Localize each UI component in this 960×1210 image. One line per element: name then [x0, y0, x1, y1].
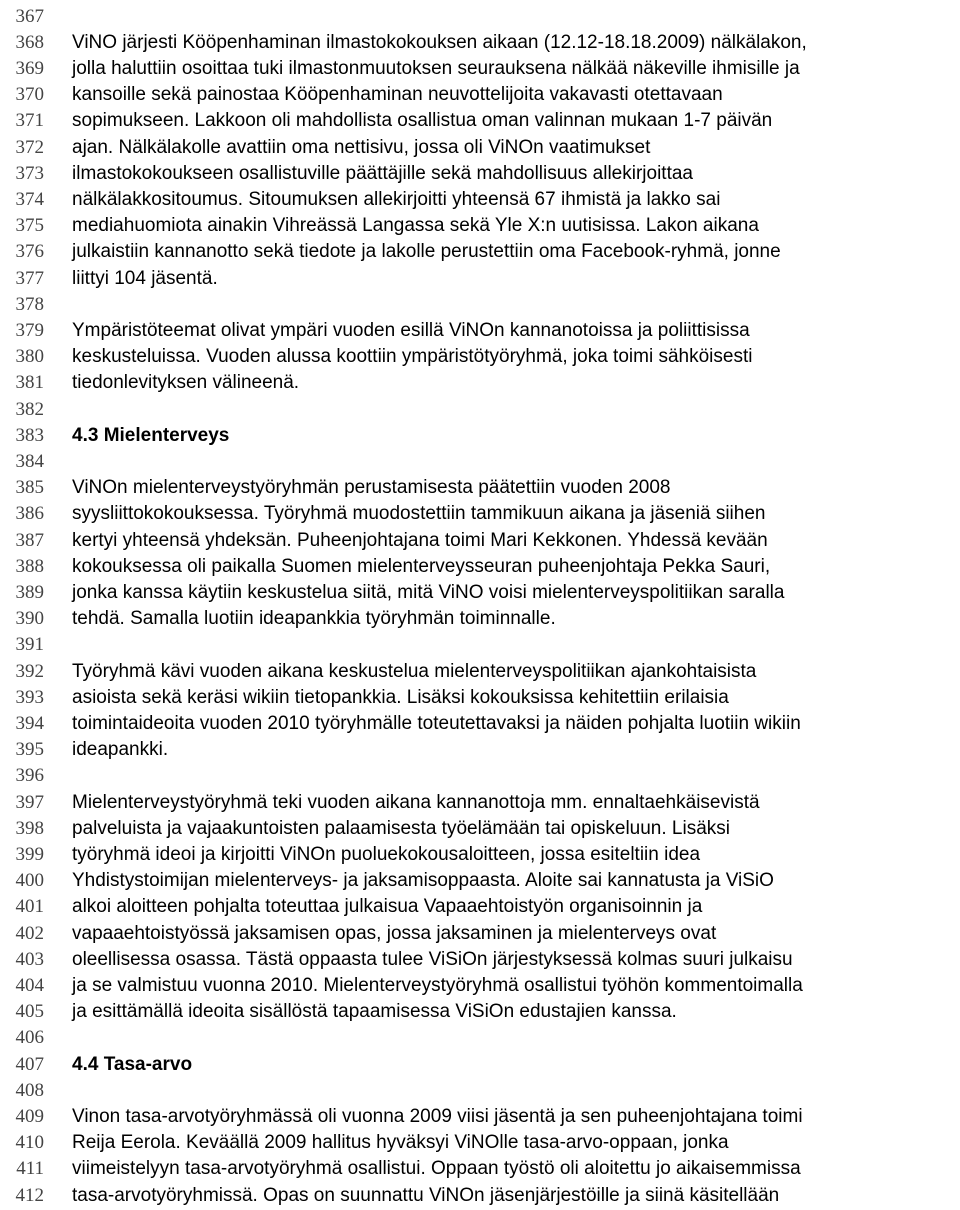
body-text: ViNO järjesti Kööpenhaminan ilmastokokouksen aikaan (12.12-18.18.2009) nälkälakon, [72, 31, 807, 53]
body-text: ja se valmistuu vuonna 2010. Mielenterveystyöryhmä osallistui työhön kommentoimalla [72, 974, 803, 996]
document-line [0, 292, 960, 318]
body-text: Vinon tasa-arvotyöryhmässä oli vuonna 2009 viisi jäsentä ja sen puheenjohtajana toimi [72, 1105, 803, 1127]
body-text: syysliittokokouksessa. Työryhmä muodostettiin tammikuun aikana ja jäseniä siihen [72, 503, 766, 525]
section-heading: 4.3 Mielenterveys [72, 424, 230, 446]
body-text: Ympäristöteemat olivat ympäri vuoden esillä ViNOn kannanotoissa ja poliittisissa [72, 319, 750, 341]
document-line [0, 239, 960, 265]
line-number: 370 [15, 84, 44, 106]
line-number: 403 [15, 948, 44, 970]
document-line [0, 921, 960, 947]
line-number: 371 [15, 110, 44, 132]
body-text: vapaaehtoistyössä jaksamisen opas, jossa jaksaminen ja mielenterveys ovat [72, 922, 717, 944]
body-text: oleellisessa osassa. Tästä oppaasta tulee ViSiOn järjestyksessä kolmas suuri julkaisu [72, 948, 793, 970]
line-number: 389 [15, 581, 44, 603]
body-text: Työryhmä kävi vuoden aikana keskustelua mielenterveyspolitiikan ajankohtaisista [72, 660, 757, 682]
document-line [0, 554, 960, 580]
body-text: työryhmä ideoi ja kirjoitti ViNOn puoluekokousaloitteen, jossa esiteltiin idea [72, 843, 701, 865]
line-number: 408 [15, 1079, 44, 1101]
body-text: ilmastokokoukseen osallistuville päättäjille sekä mahdollisuus allekirjoittaa [72, 162, 693, 184]
document-line [0, 999, 960, 1025]
document-line [0, 606, 960, 632]
document-line [0, 580, 960, 606]
body-text: jolla haluttiin osoittaa tuki ilmastonmuutoksen seurauksena nälkää näkeville ihmisille ja [72, 57, 800, 79]
body-text: Reija Eerola. Keväällä 2009 hallitus hyväksyi ViNOlle tasa-arvo-oppaan, jonka [72, 1132, 729, 1154]
body-text: ajan. Nälkälakolle avattiin oma nettisivu, jossa oli ViNOn vaatimukset [72, 136, 651, 158]
line-number: 393 [15, 686, 44, 708]
document-line [0, 659, 960, 685]
line-number: 409 [15, 1105, 44, 1127]
document-line [0, 632, 960, 658]
body-text: ViNOn mielenterveystyöryhmän perustamisesta päätettiin vuoden 2008 [72, 477, 671, 499]
document-line [0, 842, 960, 868]
line-number: 391 [15, 634, 44, 656]
body-text: palveluista ja vajaakuntoisten palaamisesta työelämään tai opiskeluun. Lisäksi [72, 817, 730, 839]
body-text: sopimukseen. Lakkoon oli mahdollista osallistua oman valinnan mukaan 1-7 päivän [72, 110, 773, 132]
body-text: liittyi 104 jäsentä. [72, 267, 218, 289]
section-heading: 4.4 Tasa-arvo [72, 1053, 193, 1075]
document-line [0, 370, 960, 396]
document-line [0, 501, 960, 527]
document-line [0, 1078, 960, 1104]
body-text: viimeistelyyn tasa-arvotyöryhmä osallistui. Oppaan työstö oli aloitettu jo aikaisemmissa [72, 1158, 801, 1180]
document-line [0, 528, 960, 554]
line-number: 383 [15, 424, 44, 446]
line-number: 373 [15, 162, 44, 184]
line-number: 395 [15, 739, 44, 761]
line-number: 388 [15, 555, 44, 577]
document-line [0, 868, 960, 894]
document-line [0, 685, 960, 711]
line-number: 377 [15, 267, 44, 289]
body-text: tiedonlevityksen välineenä. [72, 372, 300, 394]
body-text: kokouksessa oli paikalla Suomen mielenterveysseuran puheenjohtaja Pekka Sauri, [72, 555, 771, 577]
line-number: 404 [15, 974, 44, 996]
line-number: 386 [15, 503, 44, 525]
body-text: Mielenterveystyöryhmä teki vuoden aikana kannanottoja mm. ennaltaehkäisevistä [72, 791, 760, 813]
body-text: mediahuomiota ainakin Vihreässä Langassa sekä Yle X:n uutisissa. Lakon aikana [72, 215, 759, 237]
line-number: 382 [15, 398, 44, 420]
line-number: 392 [15, 660, 44, 682]
document-line [0, 973, 960, 999]
document-line [0, 1025, 960, 1051]
document-line [0, 187, 960, 213]
line-number: 368 [15, 31, 44, 53]
document-line [0, 161, 960, 187]
line-number: 405 [15, 1001, 44, 1023]
document-line [0, 1156, 960, 1182]
body-text: nälkälakkositoumus. Sitoumuksen allekirjoitti yhteensä 67 ihmistä ja lakko sai [72, 188, 721, 210]
body-text: jonka kanssa käytiin keskustelua siitä, mitä ViNO voisi mielenterveyspolitiikan saralla [72, 581, 785, 603]
line-number: 402 [15, 922, 44, 944]
line-number: 390 [15, 608, 44, 630]
document-line [0, 318, 960, 344]
body-text: alkoi aloitteen pohjalta toteuttaa julkaisua Vapaaehtoistyön organisoinnin ja [72, 896, 703, 918]
document-line [0, 1104, 960, 1130]
document-line [0, 135, 960, 161]
line-number: 398 [15, 817, 44, 839]
body-text: ideapankki. [72, 739, 169, 761]
line-number: 375 [15, 215, 44, 237]
document-line [0, 1052, 960, 1078]
document-line [0, 213, 960, 239]
document-line [0, 894, 960, 920]
line-number: 387 [15, 529, 44, 551]
body-text: tasa-arvotyöryhmissä. Opas on suunnattu ViNOn jäsenjärjestöille ja siinä käsitellään [72, 1184, 780, 1206]
line-number: 376 [15, 241, 44, 263]
body-text: kertyi yhteensä yhdeksän. Puheenjohtajana toimi Mari Kekkonen. Yhdessä kevään [72, 529, 768, 551]
line-number: 385 [15, 477, 44, 499]
document-line [0, 1130, 960, 1156]
body-text: julkaistiin kannanotto sekä tiedote ja lakolle perustettiin oma Facebook-ryhmä, jonne [72, 241, 781, 263]
document-line [0, 737, 960, 763]
line-number: 396 [15, 765, 44, 787]
line-number: 407 [15, 1053, 44, 1075]
document-line [0, 82, 960, 108]
line-number: 369 [15, 57, 44, 79]
line-number: 379 [15, 319, 44, 341]
line-number: 380 [15, 346, 44, 368]
body-text: keskusteluissa. Vuoden alussa koottiin ympäristötyöryhmä, joka toimi sähköisesti [72, 346, 753, 368]
body-text: toimintaideoita vuoden 2010 työryhmälle toteutettavaksi ja näiden pohjalta luotiin wikiin [72, 712, 801, 734]
document-line [0, 4, 960, 30]
document-line [0, 397, 960, 423]
body-text: ja esittämällä ideoita sisällöstä tapaamisessa ViSiOn edustajien kanssa. [72, 1001, 677, 1023]
body-text: Yhdistystoimijan mielenterveys- ja jaksamisoppaasta. Aloite sai kannatusta ja ViSiO [72, 870, 774, 892]
line-number: 381 [15, 372, 44, 394]
line-number: 367 [15, 5, 44, 27]
document-line [0, 763, 960, 789]
line-number: 411 [16, 1158, 44, 1180]
document-line [0, 816, 960, 842]
line-number: 374 [15, 188, 44, 210]
line-number: 406 [15, 1027, 44, 1049]
line-number: 378 [15, 293, 44, 315]
document-line [0, 449, 960, 475]
document-line [0, 266, 960, 292]
document-line [0, 423, 960, 449]
document-line [0, 711, 960, 737]
document-line [0, 1183, 960, 1209]
document-line [0, 947, 960, 973]
document-line [0, 344, 960, 370]
line-number: 401 [15, 896, 44, 918]
line-number: 412 [15, 1184, 44, 1206]
body-text: tehdä. Samalla luotiin ideapankkia työryhmän toiminnalle. [72, 608, 556, 630]
line-number: 372 [15, 136, 44, 158]
body-text: kansoille sekä painostaa Kööpenhaminan neuvottelijoita vakavasti otettavaan [72, 84, 723, 106]
document-line [0, 790, 960, 816]
body-text: asioista sekä keräsi wikiin tietopankkia. Lisäksi kokouksissa kehitettiin erilaisia [72, 686, 729, 708]
line-number: 400 [15, 870, 44, 892]
document-line [0, 108, 960, 134]
line-number: 397 [15, 791, 44, 813]
document-line [0, 475, 960, 501]
document-line [0, 56, 960, 82]
line-number: 410 [15, 1132, 44, 1154]
line-number: 384 [15, 450, 44, 472]
line-number: 394 [15, 712, 44, 734]
document-line [0, 30, 960, 56]
line-number: 399 [15, 843, 44, 865]
